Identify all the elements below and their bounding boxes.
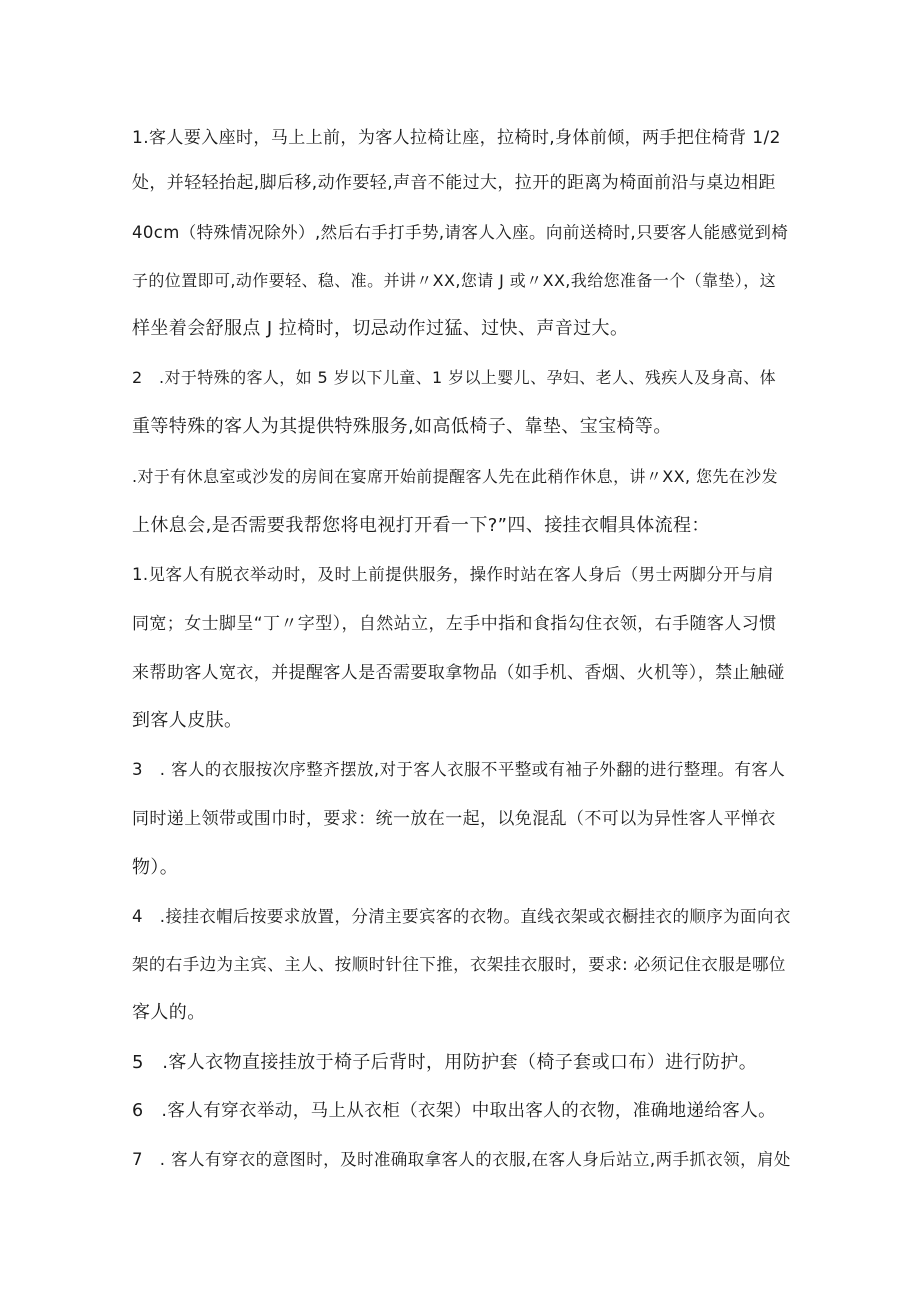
text-line-13: 到客人皮肤。 <box>132 710 243 731</box>
text-line-16: 物）。 <box>132 857 179 878</box>
text-line-11: 同宽；女士脚呈“丁〃字型），自然站立，左手中指和食指勾住衣领，右手随客人习惯 <box>132 614 777 634</box>
text-line-21: 6 .客人有穿衣举动，马上从衣柜（衣架）中取出客人的衣物，准确地递给客人。 <box>132 1101 776 1121</box>
text-line-4: 子的位置即可,动作要轻、稳、准。并讲〃XX,您请 J 或〃XX,我给您准备一个（靠垫），这 <box>132 271 776 290</box>
text-line-9: 上休息会,是否需要我帮您将电视打开看一下?”四、接挂衣帽具体流程： <box>132 515 710 536</box>
text-line-18: 架的右手边为主宾、主人、按顺时针往下推，衣架挂衣服时，要求: 必须记住衣服是哪位 <box>132 955 786 974</box>
text-line-1: 1.客人要入座时，马上上前，为客人拉椅让座，拉椅时,身体前倾，两手把住椅背 1/2 <box>132 128 781 148</box>
text-line-3: 40cm（特殊情况除外）,然后右手打手势,请客人入座。向前送椅时,只要客人能感觉到椅 <box>132 223 789 242</box>
text-line-8: .对于有休息室或沙发的房间在宴席开始前提醒客人先在此稍作休息，讲〃XX, 您先在沙发 <box>132 467 778 486</box>
text-line-12: 来帮助客人宽衣，并提醒客人是否需要取拿物品（如手机、香烟、火机等），禁止触碰 <box>132 663 785 683</box>
text-line-14: 3 . 客人的衣服按次序整齐摆放,对于客人衣服不平整或有袖子外翻的进行整理。有客人 <box>132 760 786 779</box>
text-line-19: 客人的。 <box>132 1002 206 1023</box>
text-line-6: 2 .对于特殊的客人，如 5 岁以下儿童、1 岁以上婴儿、孕妇、老人、残疾人及身高、体 <box>132 368 777 387</box>
text-line-5: 样坐着会舒服点 J 拉椅时，切忌动作过猛、过快、声音过大。 <box>132 318 629 339</box>
text-line-22: 7 . 客人有穿衣的意图时，及时准确取拿客人的衣服,在客人身后站立,两手抓衣领，肩处 <box>132 1150 791 1169</box>
text-line-20: 5 .客人衣物直接挂放于椅子后背时，用防护套（椅子套或口布）进行防护。 <box>132 1052 758 1073</box>
text-line-17: 4 .接挂衣帽后按要求放置，分清主要宾客的衣物。直线衣架或衣橱挂衣的顺序为面向衣 <box>132 907 791 926</box>
text-line-15: 同时递上领带或围巾时，要求：统一放在一起，以免混乱（不可以为异性客人平惮衣 <box>132 809 776 829</box>
text-line-2: 处，并轻轻抬起,脚后移,动作要轻,声音不能过大，拉开的距离为椅面前沿与桌边相距 <box>132 173 776 193</box>
text-line-7: 重等特殊的客人为其提供特殊服务,如高低椅子、靠垫、宝宝椅等。 <box>132 416 672 437</box>
text-line-10: 1.见客人有脱衣举动时，及时上前提供服务，操作时站在客人身后（男士两脚分开与肩 <box>132 565 774 584</box>
